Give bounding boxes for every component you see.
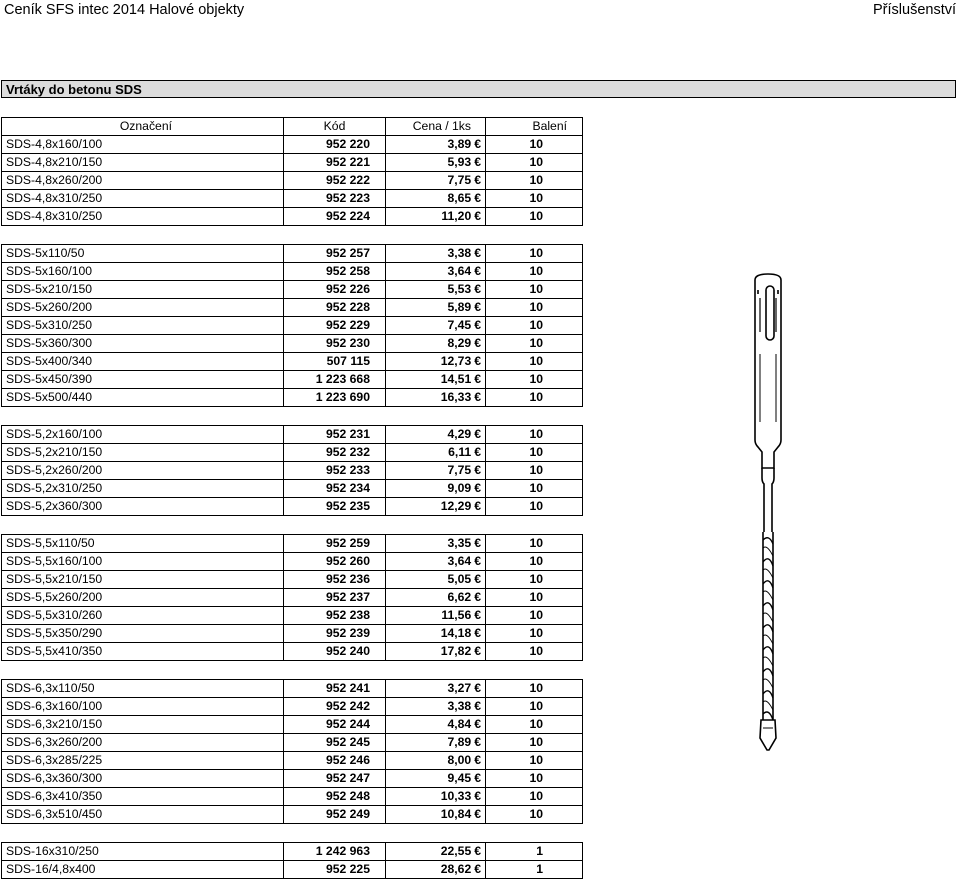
cell-price [386, 806, 486, 824]
cell-code: 952 237 [284, 589, 386, 607]
cell-price [386, 498, 486, 516]
price-value: 3,38 [447, 699, 472, 713]
col-header-price: Cena / 1ks [386, 118, 486, 136]
cell-package: 10 [486, 263, 583, 281]
price-value: 28,62 [440, 862, 472, 876]
table-row [2, 571, 583, 589]
table-row [2, 462, 583, 480]
cell-code: 952 244 [284, 716, 386, 734]
cell-code: 952 249 [284, 806, 386, 824]
cell-code: 952 260 [284, 553, 386, 571]
col-header-designation: Označení [2, 118, 284, 136]
price-value: 12,29 [440, 499, 472, 513]
cell-package: 10 [486, 716, 583, 734]
col-header-package: Balení [486, 118, 583, 136]
cell-code: 952 234 [284, 480, 386, 498]
price-value: 7,89 [447, 735, 472, 749]
table-row [2, 698, 583, 716]
cell-code: 952 238 [284, 607, 386, 625]
cell-price [386, 353, 486, 371]
cell-package: 10 [486, 353, 583, 371]
cell-package: 10 [486, 752, 583, 770]
cell-price [386, 317, 486, 335]
euro-sign: € [474, 282, 481, 296]
euro-sign: € [474, 445, 481, 459]
price-value: 10,33 [440, 789, 472, 803]
cell-price [386, 734, 486, 752]
euro-sign: € [474, 137, 481, 151]
euro-sign: € [474, 300, 481, 314]
cell-designation: SDS-5,5x310/260 [2, 607, 284, 625]
price-value: 11,56 [441, 608, 472, 622]
euro-sign: € [474, 699, 481, 713]
euro-sign: € [474, 191, 481, 205]
price-value: 3,89 [447, 137, 472, 151]
euro-sign: € [474, 789, 481, 803]
cell-designation: SDS-6,3x285/225 [2, 752, 284, 770]
table-header-row [2, 118, 583, 136]
cell-designation: SDS-5,5x210/150 [2, 571, 284, 589]
cell-price [386, 444, 486, 462]
table-row [2, 625, 583, 643]
price-value: 16,33 [440, 390, 472, 404]
cell-price [386, 389, 486, 407]
cell-price [386, 190, 486, 208]
euro-sign: € [474, 155, 481, 169]
cell-package: 10 [486, 680, 583, 698]
table-row [2, 607, 583, 625]
group-spacer [2, 661, 583, 680]
euro-sign: € [474, 862, 481, 876]
price-value: 8,29 [447, 336, 472, 350]
cell-designation: SDS-4,8x310/250 [2, 208, 284, 226]
cell-code: 952 220 [284, 136, 386, 154]
cell-price [386, 625, 486, 643]
cell-designation: SDS-5,5x410/350 [2, 643, 284, 661]
cell-code: 1 223 668 [284, 371, 386, 389]
euro-sign: € [474, 771, 481, 785]
cell-designation: SDS-5,5x110/50 [2, 535, 284, 553]
col-header-code: Kód [284, 118, 386, 136]
group-spacer [2, 824, 583, 843]
table-row [2, 480, 583, 498]
cell-package: 10 [486, 770, 583, 788]
cell-package: 10 [486, 136, 583, 154]
euro-sign: € [474, 390, 481, 404]
cell-code: 952 236 [284, 571, 386, 589]
price-value: 7,45 [447, 318, 472, 332]
price-value: 8,00 [447, 753, 472, 767]
euro-sign: € [474, 499, 481, 513]
table-row [2, 317, 583, 335]
table-row [2, 861, 583, 879]
table-row [2, 299, 583, 317]
euro-sign: € [474, 264, 481, 278]
cell-code: 507 115 [284, 353, 386, 371]
cell-price [386, 172, 486, 190]
cell-code: 1 242 963 [284, 843, 386, 861]
cell-designation: SDS-6,3x510/450 [2, 806, 284, 824]
cell-package: 10 [486, 498, 583, 516]
table-row [2, 788, 583, 806]
price-value: 14,18 [440, 626, 472, 640]
table-row [2, 263, 583, 281]
cell-designation: SDS-5x160/100 [2, 263, 284, 281]
cell-price [386, 752, 486, 770]
euro-sign: € [474, 209, 481, 223]
price-value: 7,75 [447, 463, 472, 477]
cell-package: 10 [486, 426, 583, 444]
cell-price [386, 571, 486, 589]
cell-code: 952 230 [284, 335, 386, 353]
group-spacer [2, 407, 583, 426]
price-value: 9,45 [447, 771, 472, 785]
cell-price [386, 589, 486, 607]
table-row [2, 245, 583, 263]
euro-sign: € [474, 481, 481, 495]
euro-sign: € [474, 753, 481, 767]
euro-sign: € [474, 173, 481, 187]
price-value: 3,38 [447, 246, 472, 260]
cell-code: 952 259 [284, 535, 386, 553]
cell-designation: SDS-4,8x310/250 [2, 190, 284, 208]
cell-package: 10 [486, 335, 583, 353]
cell-code: 952 232 [284, 444, 386, 462]
cell-designation: SDS-6,3x410/350 [2, 788, 284, 806]
cell-price [386, 281, 486, 299]
cell-code: 952 239 [284, 625, 386, 643]
cell-code: 952 246 [284, 752, 386, 770]
cell-package: 10 [486, 698, 583, 716]
cell-code: 952 224 [284, 208, 386, 226]
table-row [2, 281, 583, 299]
cell-code: 952 248 [284, 788, 386, 806]
cell-designation: SDS-5,2x310/250 [2, 480, 284, 498]
table-row [2, 190, 583, 208]
price-value: 11,20 [441, 209, 472, 223]
table-row [2, 553, 583, 571]
price-value: 4,84 [447, 717, 472, 731]
group-spacer [2, 226, 583, 245]
cell-designation: SDS-5,2x360/300 [2, 498, 284, 516]
group-spacer [2, 516, 583, 535]
cell-package: 10 [486, 462, 583, 480]
cell-package: 10 [486, 245, 583, 263]
cell-price [386, 245, 486, 263]
euro-sign: € [474, 644, 481, 658]
cell-code: 952 245 [284, 734, 386, 752]
euro-sign: € [474, 717, 481, 731]
cell-package: 10 [486, 299, 583, 317]
table-row [2, 843, 583, 861]
table-row [2, 208, 583, 226]
cell-package: 10 [486, 734, 583, 752]
cell-code: 952 225 [284, 861, 386, 879]
section-bar [1, 80, 956, 98]
cell-designation: SDS-16x310/250 [2, 843, 284, 861]
euro-sign: € [474, 844, 481, 858]
cell-designation: SDS-5,2x160/100 [2, 426, 284, 444]
cell-code: 952 221 [284, 154, 386, 172]
cell-price [386, 607, 486, 625]
cell-package: 10 [486, 625, 583, 643]
cell-code: 952 258 [284, 263, 386, 281]
cell-package: 10 [486, 208, 583, 226]
cell-price [386, 716, 486, 734]
price-value: 9,09 [447, 481, 472, 495]
cell-code: 952 229 [284, 317, 386, 335]
cell-package: 10 [486, 371, 583, 389]
cell-package: 10 [486, 571, 583, 589]
cell-designation: SDS-5,2x260/200 [2, 462, 284, 480]
cell-designation: SDS-5x210/150 [2, 281, 284, 299]
price-value: 12,73 [440, 354, 472, 368]
cell-price [386, 770, 486, 788]
cell-price [386, 426, 486, 444]
cell-designation: SDS-5x310/250 [2, 317, 284, 335]
table-body [2, 136, 583, 879]
price-value: 5,05 [447, 572, 472, 586]
cell-price [386, 462, 486, 480]
table-row [2, 172, 583, 190]
cell-designation: SDS-4,8x160/100 [2, 136, 284, 154]
cell-price [386, 861, 486, 879]
cell-package: 10 [486, 190, 583, 208]
price-value: 3,35 [447, 536, 472, 550]
cell-code: 952 231 [284, 426, 386, 444]
cell-package: 10 [486, 589, 583, 607]
cell-designation: SDS-5,5x160/100 [2, 553, 284, 571]
cell-price [386, 154, 486, 172]
price-value: 6,11 [448, 445, 472, 459]
cell-code: 952 233 [284, 462, 386, 480]
cell-price [386, 788, 486, 806]
cell-package: 10 [486, 281, 583, 299]
cell-price [386, 553, 486, 571]
table-row [2, 444, 583, 462]
section-title: Vrtáky do betonu SDS [6, 82, 142, 97]
header-category: Příslušenství [873, 2, 956, 18]
cell-price [386, 535, 486, 553]
table-row [2, 136, 583, 154]
cell-designation: SDS-16/4,8x400 [2, 861, 284, 879]
cell-code: 952 228 [284, 299, 386, 317]
drill-bit-illustration [738, 272, 798, 754]
cell-designation: SDS-5x400/340 [2, 353, 284, 371]
cell-designation: SDS-5x450/390 [2, 371, 284, 389]
table-row [2, 154, 583, 172]
table-row [2, 716, 583, 734]
cell-package: 10 [486, 480, 583, 498]
cell-package: 10 [486, 389, 583, 407]
euro-sign: € [474, 572, 481, 586]
euro-sign: € [474, 626, 481, 640]
table-row [2, 752, 583, 770]
table-row [2, 770, 583, 788]
cell-price [386, 136, 486, 154]
price-value: 3,64 [447, 264, 472, 278]
euro-sign: € [474, 427, 481, 441]
cell-designation: SDS-4,8x210/150 [2, 154, 284, 172]
price-value: 10,84 [440, 807, 472, 821]
table-row [2, 589, 583, 607]
table-row [2, 806, 583, 824]
cell-price [386, 480, 486, 498]
cell-designation: SDS-4,8x260/200 [2, 172, 284, 190]
cell-designation: SDS-6,3x110/50 [2, 680, 284, 698]
cell-code: 952 222 [284, 172, 386, 190]
price-value: 3,27 [447, 681, 472, 695]
price-value: 3,64 [447, 554, 472, 568]
euro-sign: € [474, 536, 481, 550]
cell-designation: SDS-5,5x350/290 [2, 625, 284, 643]
cell-package: 1 [486, 843, 583, 861]
table-row [2, 734, 583, 752]
cell-price [386, 643, 486, 661]
cell-price [386, 680, 486, 698]
table-row [2, 680, 583, 698]
table-row [2, 643, 583, 661]
cell-designation: SDS-5x500/440 [2, 389, 284, 407]
cell-package: 10 [486, 643, 583, 661]
cell-price [386, 335, 486, 353]
header-title: Ceník SFS intec 2014 Halové objekty [4, 2, 245, 18]
cell-code: 952 247 [284, 770, 386, 788]
table-row [2, 498, 583, 516]
euro-sign: € [474, 590, 481, 604]
euro-sign: € [474, 336, 481, 350]
euro-sign: € [474, 246, 481, 260]
table-row [2, 535, 583, 553]
euro-sign: € [474, 554, 481, 568]
cell-designation: SDS-5,5x260/200 [2, 589, 284, 607]
price-value: 8,65 [447, 191, 472, 205]
euro-sign: € [474, 354, 481, 368]
price-value: 14,51 [440, 372, 472, 386]
cell-designation: SDS-6,3x160/100 [2, 698, 284, 716]
cell-code: 1 223 690 [284, 389, 386, 407]
euro-sign: € [474, 681, 481, 695]
euro-sign: € [474, 372, 481, 386]
price-value: 5,93 [447, 155, 472, 169]
cell-price [386, 843, 486, 861]
cell-code: 952 241 [284, 680, 386, 698]
table-row [2, 426, 583, 444]
cell-designation: SDS-6,3x260/200 [2, 734, 284, 752]
table-row [2, 389, 583, 407]
price-value: 17,82 [440, 644, 472, 658]
cell-designation: SDS-5x360/300 [2, 335, 284, 353]
cell-package: 10 [486, 535, 583, 553]
euro-sign: € [474, 807, 481, 821]
euro-sign: € [474, 608, 481, 622]
cell-designation: SDS-5,2x210/150 [2, 444, 284, 462]
table-row [2, 371, 583, 389]
cell-package: 1 [486, 861, 583, 879]
cell-package: 10 [486, 553, 583, 571]
cell-package: 10 [486, 154, 583, 172]
cell-code: 952 240 [284, 643, 386, 661]
cell-price [386, 263, 486, 281]
price-value: 4,29 [447, 427, 472, 441]
price-value: 5,89 [447, 300, 472, 314]
cell-code: 952 223 [284, 190, 386, 208]
cell-price [386, 208, 486, 226]
cell-price [386, 698, 486, 716]
cell-price [386, 299, 486, 317]
cell-code: 952 235 [284, 498, 386, 516]
cell-code: 952 226 [284, 281, 386, 299]
cell-designation: SDS-5x110/50 [2, 245, 284, 263]
price-value: 7,75 [447, 173, 472, 187]
euro-sign: € [474, 318, 481, 332]
price-value: 6,62 [447, 590, 472, 604]
cell-package: 10 [486, 788, 583, 806]
euro-sign: € [474, 463, 481, 477]
cell-package: 10 [486, 317, 583, 335]
cell-package: 10 [486, 444, 583, 462]
cell-designation: SDS-5x260/200 [2, 299, 284, 317]
price-value: 5,53 [447, 282, 472, 296]
cell-package: 10 [486, 806, 583, 824]
table-row [2, 353, 583, 371]
cell-designation: SDS-6,3x360/300 [2, 770, 284, 788]
euro-sign: € [474, 735, 481, 749]
cell-code: 952 242 [284, 698, 386, 716]
cell-code: 952 257 [284, 245, 386, 263]
cell-package: 10 [486, 607, 583, 625]
cell-designation: SDS-6,3x210/150 [2, 716, 284, 734]
table-row [2, 335, 583, 353]
price-value: 22,55 [440, 844, 472, 858]
price-table [1, 117, 583, 879]
cell-package: 10 [486, 172, 583, 190]
cell-price [386, 371, 486, 389]
